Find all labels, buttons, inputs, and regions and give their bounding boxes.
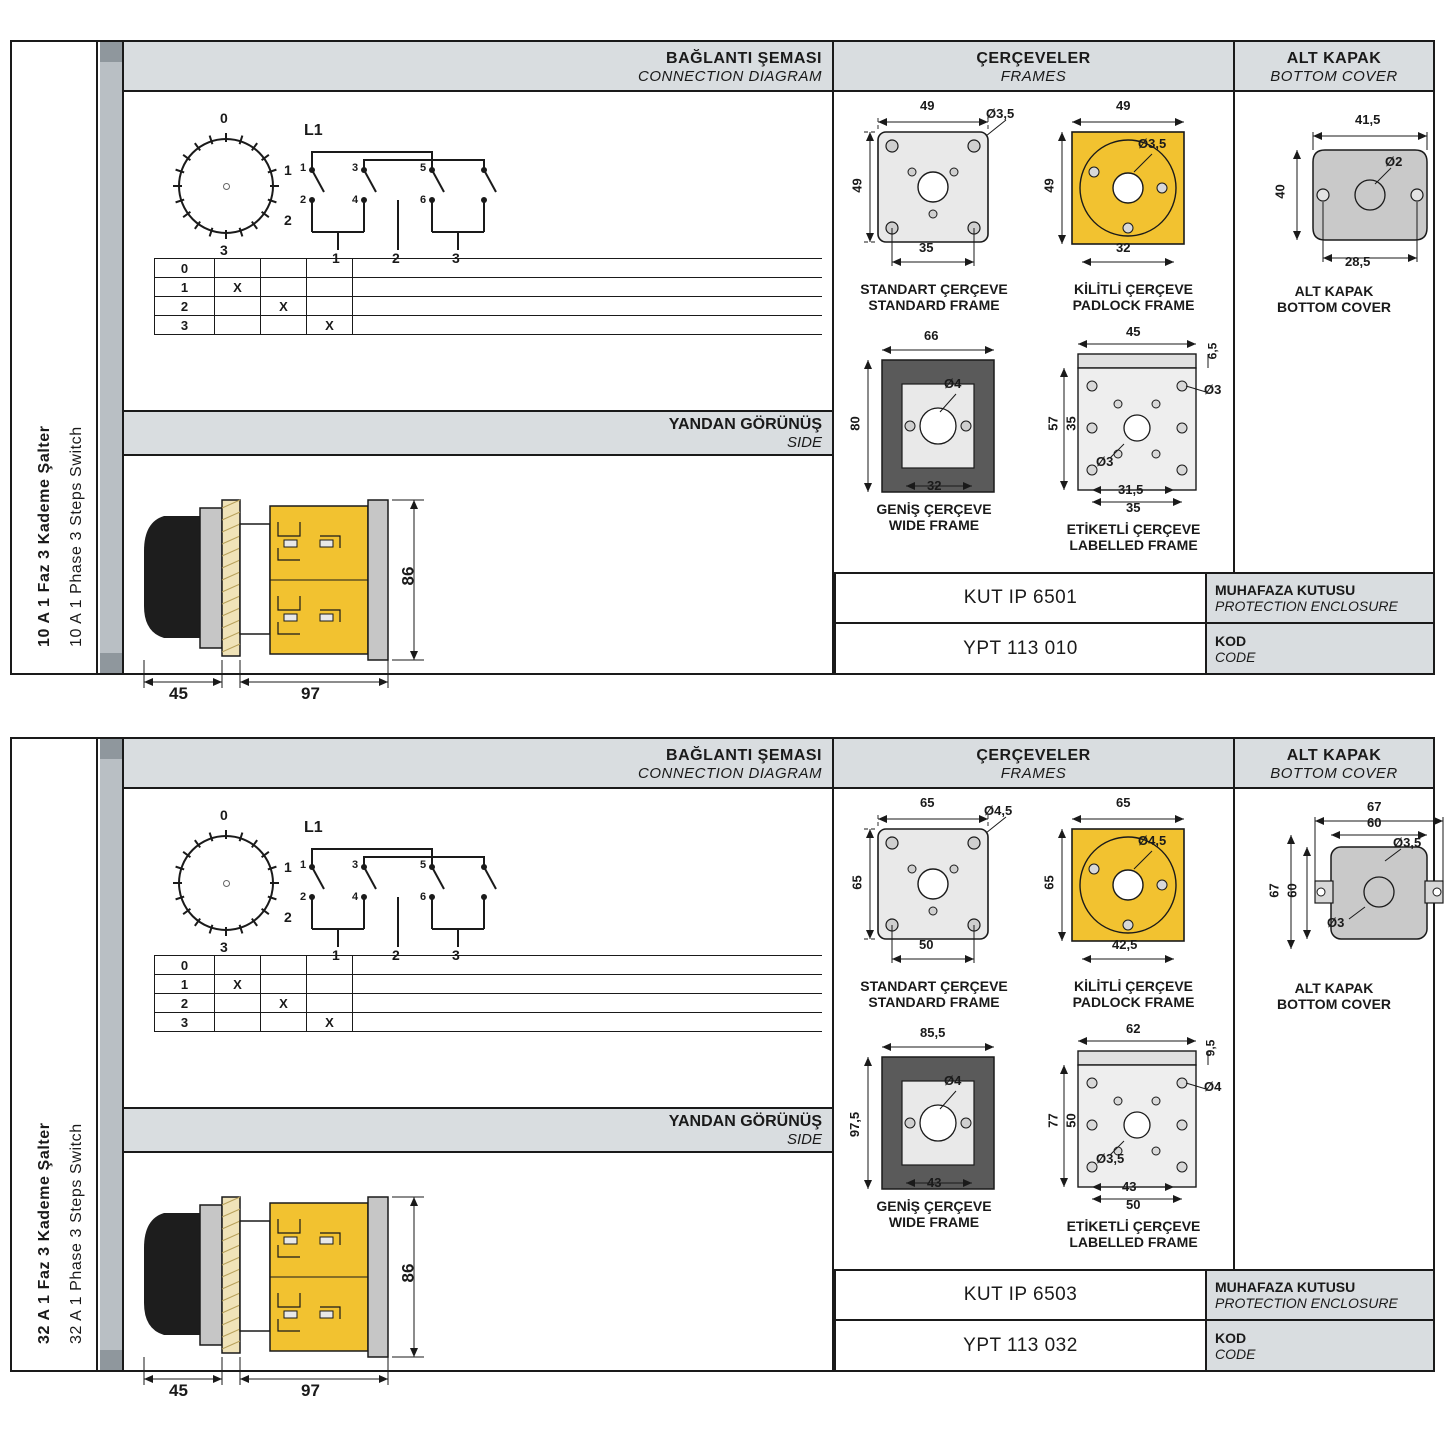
dial-pos-3-2: 3 [220, 939, 228, 955]
lab-dim-w-2: 62 [1126, 1021, 1141, 1036]
header-band-2 [124, 739, 1433, 789]
table-row [155, 956, 823, 975]
table-step-0-2: 0 [155, 956, 215, 975]
panel-10a [10, 40, 1435, 703]
lab-dim-hole2-2: Ø4 [1204, 1079, 1222, 1094]
code-label-tr-2: KOD [1215, 1329, 1247, 1346]
header-connection-tr-1: BAĞLANTI ŞEMASI [666, 49, 822, 67]
labelled-frame-2 [1034, 1021, 1233, 1276]
panel-body-1 [124, 42, 1433, 703]
pad-dim-inner-2: 42,5 [1112, 937, 1138, 952]
pad-cap-tr-1: KİLİTLİ ÇERÇEVE [1073, 281, 1193, 297]
table-cell-0-2-2 [261, 956, 307, 975]
cover-cap-en-1: BOTTOM COVER [1276, 298, 1392, 315]
pad-dim-w-1: 49 [1116, 98, 1131, 113]
side-label-en-2: 32 A 1 Phase 3 Steps Switch [68, 1123, 85, 1344]
lab-dim-t-2: 9,5 [1203, 1039, 1218, 1057]
code-row-2 [836, 1321, 1433, 1370]
contact-4-1: 4 [352, 194, 359, 206]
cover-dim-h-2: 67 [1266, 883, 1282, 898]
lab-dim-w-1: 45 [1126, 324, 1141, 339]
enclosure-value-wrap-1 [836, 574, 1205, 622]
std-dim-hole-1: Ø3,5 [986, 106, 1015, 121]
pad-dim-h-1: 49 [1041, 178, 1057, 193]
cover-dim-w-1: 41,5 [1355, 112, 1381, 127]
table-row [155, 1013, 823, 1032]
table-cell-1-1-2: X [215, 975, 261, 994]
enclosure-label-tr-1: MUHAFAZA KUTUSU [1215, 582, 1356, 598]
pole-3-1: 3 [452, 250, 460, 266]
enclosure-row-2 [836, 1271, 1433, 1321]
std-dim-h-2: 65 [849, 875, 865, 890]
lab-cap-tr-2: ETİKETLİ ÇERÇEVE [1066, 1218, 1201, 1234]
table-cell-0-3-2 [307, 956, 353, 975]
table-cell-2-1-1 [215, 297, 261, 316]
header-cover-2 [1235, 739, 1433, 789]
std-dim-w-2: 65 [920, 795, 935, 810]
side-view-en-2: SIDE [786, 1130, 822, 1148]
grey-spine-bottom-cap-1 [100, 653, 122, 673]
code-value-2: YPT 113 032 [963, 1334, 1078, 1356]
schematic-l1-label-1: L1 [304, 122, 323, 139]
header-cover-en-1: BOTTOM COVER [1270, 67, 1398, 85]
cover-cap-tr-1: ALT KAPAK [1294, 283, 1374, 299]
table-cell-2-2-2: X [261, 994, 307, 1013]
header-cover-1 [1235, 42, 1433, 92]
selector-dial-2[interactable] [172, 807, 292, 955]
header-frames-en-2: FRAMES [1000, 764, 1067, 782]
header-band-1 [124, 42, 1433, 92]
contact-5-2: 5 [420, 859, 427, 871]
lab-cap-tr-1: ETİKETLİ ÇERÇEVE [1066, 521, 1201, 537]
dial-pos-1-1: 1 [284, 162, 292, 178]
side-view-band-1 [124, 410, 832, 456]
header-frames-1 [834, 42, 1233, 92]
lab-dim-hole2-1: Ø3 [1096, 454, 1114, 469]
dial-pos-2-2: 2 [284, 909, 292, 925]
pad-dim-inner-1: 32 [1116, 240, 1131, 255]
pole-2-2: 2 [392, 947, 400, 963]
side-label-en-1: 10 A 1 Phase 3 Steps Switch [68, 426, 85, 647]
table-cell-1-3-2 [307, 975, 353, 994]
truth-table-2 [154, 955, 822, 1032]
enclosure-label-en-1: PROTECTION ENCLOSURE [1215, 598, 1398, 614]
pad-dim-hole-2: Ø4,5 [1138, 833, 1167, 848]
std-cap-en-1: STANDARD FRAME [868, 296, 1000, 313]
code-label-2 [1205, 1321, 1433, 1370]
table-cell-2-3-1 [307, 297, 353, 316]
code-value-1: YPT 113 010 [963, 637, 1078, 659]
cover-dim-h-1: 40 [1272, 184, 1288, 199]
header-connection-en-2: CONNECTION DIAGRAM [637, 764, 822, 782]
panel-body-2 [124, 739, 1433, 1400]
lab-cap-en-1: LABELLED FRAME [1069, 536, 1198, 553]
table-cell-2-2-1: X [261, 297, 307, 316]
side-view-drawing-2 [124, 1153, 832, 1400]
side-dim-a-1: 45 [169, 684, 188, 703]
grey-spine-1 [100, 42, 124, 673]
lab-dim-t-1: 6,5 [1205, 342, 1220, 360]
cover-dim-w2-2: 60 [1367, 815, 1382, 830]
padlock-frame-2 [1034, 789, 1233, 1054]
enclosure-label-tr-2: MUHAFAZA KUTUSU [1215, 1279, 1356, 1295]
table-step-2-2: 2 [155, 994, 215, 1013]
pole-2-1: 2 [392, 250, 400, 266]
header-frames-tr-2: ÇERÇEVELER [976, 746, 1091, 764]
connection-diagram-2 [124, 789, 832, 1400]
contact-1-1: 1 [300, 162, 307, 174]
dial-pos-0-1: 0 [220, 110, 228, 126]
table-cell-1-3-1 [307, 278, 353, 297]
cover-dim-w-2: 67 [1367, 799, 1382, 814]
contact-2-2: 2 [300, 891, 307, 903]
cover-cap-en-2: BOTTOM COVER [1276, 995, 1392, 1012]
wide-dim-inner-1: 32 [927, 478, 942, 493]
side-view-band-2 [124, 1107, 832, 1153]
std-dim-hole-2: Ø4,5 [984, 803, 1013, 818]
contact-3-2: 3 [352, 859, 359, 871]
pad-cap-en-1: PADLOCK FRAME [1072, 296, 1195, 313]
wide-frame-2 [834, 1025, 1034, 1276]
std-dim-h-1: 49 [849, 178, 865, 193]
header-connection-2 [124, 739, 832, 789]
table-step-1-1: 1 [155, 278, 215, 297]
wide-dim-inner-2: 43 [927, 1175, 942, 1190]
code-label-en-1: CODE [1215, 648, 1256, 665]
enclosure-label-en-2: PROTECTION ENCLOSURE [1215, 1295, 1398, 1311]
pad-cap-tr-2: KİLİTLİ ÇERÇEVE [1073, 978, 1193, 994]
panel-32a [10, 737, 1435, 1400]
wide-cap-tr-2: GENİŞ ÇERÇEVE [876, 1198, 992, 1214]
std-dim-inner-2: 50 [919, 937, 934, 952]
cover-dim-hole2-2: Ø3 [1327, 915, 1345, 930]
cover-dim-inner-1: 28,5 [1345, 254, 1371, 269]
table-row [155, 316, 823, 335]
grey-spine-top-cap-2 [100, 739, 122, 759]
table-cell-2-3-2 [307, 994, 353, 1013]
std-cap-tr-1: STANDART ÇERÇEVE [860, 281, 1008, 297]
table-cell-3-3-1: X [307, 316, 353, 335]
side-dim-height-2: 86 [398, 1263, 418, 1283]
header-cover-tr-2: ALT KAPAK [1286, 746, 1382, 764]
header-connection-tr-2: BAĞLANTI ŞEMASI [666, 746, 822, 764]
table-row [155, 259, 823, 278]
cover-dim-hole-2: Ø3,5 [1393, 835, 1422, 850]
code-label-en-2: CODE [1215, 1345, 1256, 1362]
table-cell-3-2-2 [261, 1013, 307, 1032]
table-cell-1-1-1: X [215, 278, 261, 297]
pad-cap-en-2: PADLOCK FRAME [1072, 993, 1195, 1010]
lab-dim-hole1-2: Ø3,5 [1096, 1151, 1125, 1166]
padlock-frame-1 [1034, 92, 1233, 357]
selector-dial-1[interactable] [172, 110, 292, 258]
pad-dim-h-2: 65 [1041, 875, 1057, 890]
header-connection-en-1: CONNECTION DIAGRAM [637, 67, 822, 85]
header-frames-2 [834, 739, 1233, 789]
lab-dim-b1-1: 31,5 [1118, 482, 1144, 497]
table-cell-3-1-1 [215, 316, 261, 335]
contact-6-2: 6 [420, 891, 427, 903]
dial-pos-3-1: 3 [220, 242, 228, 258]
lab-cap-en-2: LABELLED FRAME [1069, 1233, 1198, 1250]
code-label-1 [1205, 624, 1433, 673]
header-cover-en-2: BOTTOM COVER [1270, 764, 1398, 782]
table-row [155, 975, 823, 994]
std-dim-inner-1: 35 [919, 240, 934, 255]
lab-dim-b1-2: 43 [1122, 1179, 1137, 1194]
wide-cap-en-1: WIDE FRAME [888, 516, 980, 533]
table-step-0-1: 0 [155, 259, 215, 278]
std-cap-tr-2: STANDART ÇERÇEVE [860, 978, 1008, 994]
lab-dim-hole1-1: Ø3 [1204, 382, 1222, 397]
lab-dim-h2-2: 50 [1063, 1113, 1079, 1128]
side-dim-b-2: 97 [301, 1381, 320, 1400]
table-step-3-1: 3 [155, 316, 215, 335]
side-view-tr-1: YANDAN GÖRÜNÜŞ [668, 415, 822, 433]
side-dim-height-1: 86 [398, 566, 418, 586]
wide-cap-en-2: WIDE FRAME [888, 1213, 980, 1230]
grey-spine-2 [100, 739, 124, 1370]
truth-table-1 [154, 258, 822, 335]
table-cell-1-2-2 [261, 975, 307, 994]
pad-dim-hole-1: Ø3,5 [1138, 136, 1167, 151]
code-row-1 [836, 624, 1433, 673]
table-cell-0-2-1 [261, 259, 307, 278]
wide-cap-tr-1: GENİŞ ÇERÇEVE [876, 501, 992, 517]
code-label-tr-1: KOD [1215, 632, 1247, 649]
cover-cap-tr-2: ALT KAPAK [1294, 980, 1374, 996]
pole-3-2: 3 [452, 947, 460, 963]
side-dim-b-1: 97 [301, 684, 320, 703]
table-cell-0-1-2 [215, 956, 261, 975]
table-cell-1-2-1 [261, 278, 307, 297]
contact-6-1: 6 [420, 194, 427, 206]
side-label-tr-2: 32 A 1 Faz 3 Kademe Şalter [36, 1122, 53, 1344]
side-label-strip-1 [12, 42, 98, 673]
enclosure-value-2: KUT IP 6503 [963, 1284, 1078, 1305]
dial-pos-1-2: 1 [284, 859, 292, 875]
table-step-1-2: 1 [155, 975, 215, 994]
code-value-wrap-2 [836, 1321, 1205, 1370]
standard-frame-2 [834, 789, 1034, 1054]
contact-3-1: 3 [352, 162, 359, 174]
enclosure-value-wrap-2 [836, 1271, 1205, 1319]
side-label-strip-2 [12, 739, 98, 1370]
enclosure-block-2 [834, 1269, 1433, 1370]
lab-dim-h1-2: 77 [1045, 1113, 1061, 1128]
table-cell-3-3-2: X [307, 1013, 353, 1032]
lab-dim-h2-1: 35 [1063, 416, 1079, 431]
wide-dim-hole-1: Ø4 [944, 376, 962, 391]
side-view-drawing-1 [124, 456, 832, 703]
table-step-3-2: 3 [155, 1013, 215, 1032]
table-row [155, 297, 823, 316]
table-cell-2-1-2 [215, 994, 261, 1013]
table-cell-3-2-1 [261, 316, 307, 335]
header-frames-en-1: FRAMES [1000, 67, 1067, 85]
pad-dim-w-2: 65 [1116, 795, 1131, 810]
grey-spine-top-cap-1 [100, 42, 122, 62]
wide-dim-w-1: 66 [924, 328, 939, 343]
code-value-wrap-1 [836, 624, 1205, 673]
pole-1-2: 1 [332, 947, 340, 963]
std-cap-en-2: STANDARD FRAME [868, 993, 1000, 1010]
side-view-en-1: SIDE [786, 433, 822, 451]
enclosure-value-1: KUT IP 6501 [963, 587, 1078, 608]
wide-dim-h-1: 80 [847, 416, 863, 431]
table-row [155, 278, 823, 297]
standard-frame-1 [834, 92, 1034, 357]
wide-dim-w-2: 85,5 [920, 1025, 946, 1040]
pole-1-1: 1 [332, 250, 340, 266]
cover-dim-h2-2: 60 [1284, 883, 1300, 898]
contact-5-1: 5 [420, 162, 427, 174]
grey-spine-bottom-cap-2 [100, 1350, 122, 1370]
dial-pos-0-2: 0 [220, 807, 228, 823]
side-label-tr-1: 10 A 1 Faz 3 Kademe Şalter [36, 425, 53, 647]
header-cover-tr-1: ALT KAPAK [1286, 49, 1382, 67]
contact-4-2: 4 [352, 891, 359, 903]
std-dim-w-1: 49 [920, 98, 935, 113]
wide-dim-h-2: 97,5 [847, 1111, 863, 1138]
lab-dim-b2-1: 35 [1126, 500, 1141, 515]
side-view-tr-2: YANDAN GÖRÜNÜŞ [668, 1112, 822, 1130]
table-cell-0-3-1 [307, 259, 353, 278]
wide-dim-hole-2: Ø4 [944, 1073, 962, 1088]
dial-pos-2-1: 2 [284, 212, 292, 228]
wide-frame-1 [834, 328, 1034, 579]
labelled-frame-1 [1034, 324, 1233, 579]
contact-1-2: 1 [300, 859, 307, 871]
side-dim-a-2: 45 [169, 1381, 188, 1400]
lab-dim-h1-1: 57 [1045, 416, 1061, 431]
table-step-2-1: 2 [155, 297, 215, 316]
header-frames-tr-1: ÇERÇEVELER [976, 49, 1091, 67]
table-cell-0-1-1 [215, 259, 261, 278]
schematic-l1-label-2: L1 [304, 819, 323, 836]
enclosure-label-2 [1205, 1271, 1433, 1319]
contact-2-1: 2 [300, 194, 307, 206]
lab-dim-b2-2: 50 [1126, 1197, 1141, 1212]
connection-diagram-1 [124, 92, 832, 703]
enclosure-block-1 [834, 572, 1433, 673]
table-row [155, 994, 823, 1013]
header-connection-1 [124, 42, 832, 92]
table-cell-3-1-2 [215, 1013, 261, 1032]
enclosure-label-1 [1205, 574, 1433, 622]
cover-dim-hole-1: Ø2 [1385, 154, 1403, 169]
enclosure-row-1 [836, 574, 1433, 624]
